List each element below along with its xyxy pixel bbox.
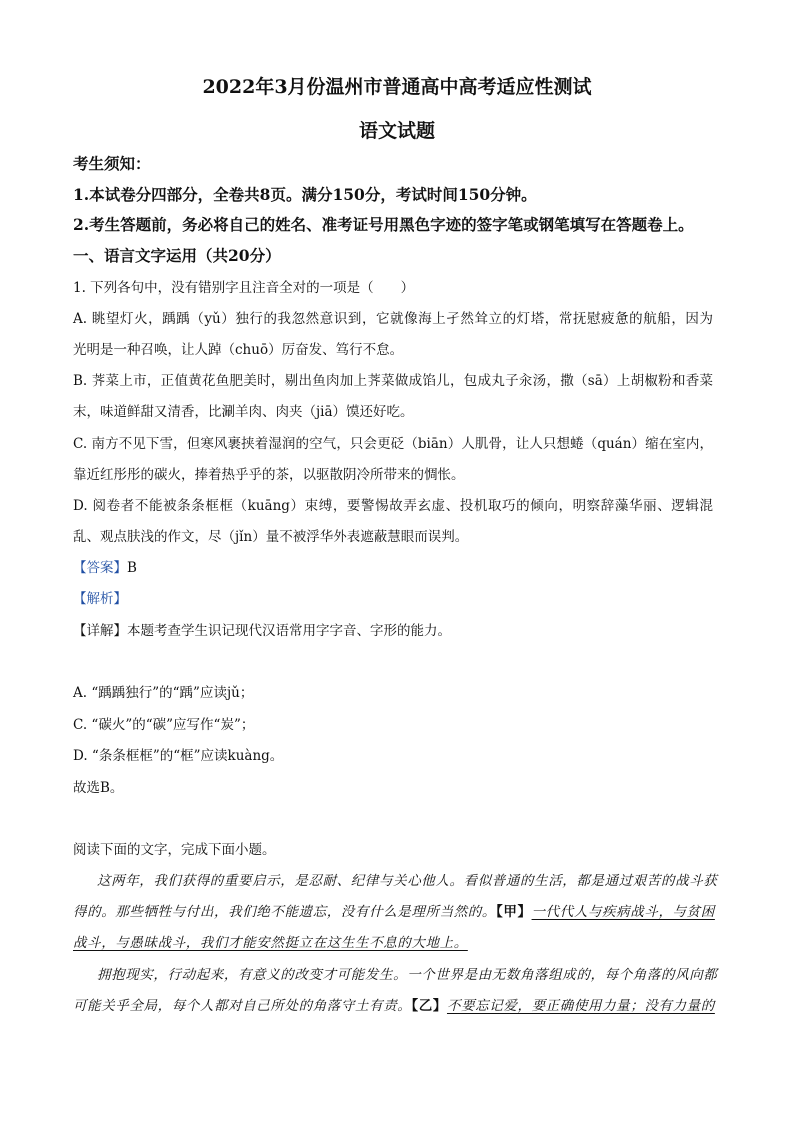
section-heading: 一、语言文字运用（共20分）	[73, 246, 281, 265]
conclusion: 故选B。	[73, 780, 124, 796]
analysis-note-d: D. “条条框框”的“框”应读kuàng。	[73, 748, 284, 764]
underlined-sentence-jia-1: 一代代人与疾病战斗，与贫困	[531, 904, 715, 920]
passage-p2-line-2	[73, 994, 715, 1014]
detail-tag: 【详解】	[73, 623, 127, 639]
option-d-line-1: D. 阅卷者不能被条条框框（kuāng）束缚，要警惕故弄玄虚、投机取巧的倾向，明察辞藻华丽、逻辑混	[73, 498, 713, 514]
option-a-line-1: A. 眺望灯火，踽踽（yǔ）独行的我忽然意识到，它就像海上孑然耸立的灯塔，常抚慰疲惫的航船，因为	[73, 311, 713, 327]
passage-p1-line-2	[73, 900, 715, 920]
passage-p1-line-1: 这两年，我们获得的重要启示，是忍耐、纪律与关心他人。看似普通的生活，都是通过艰苦的战斗获	[97, 873, 718, 889]
option-b-line-1: B. 荠菜上市，正值黄花鱼肥美时，剔出鱼肉加上荠菜做成馅儿，包成丸子汆汤，撒（sā）上胡椒粉和香菜	[73, 373, 713, 389]
marker-jia: 【甲】	[496, 904, 532, 920]
answer-line	[73, 556, 137, 576]
page-subtitle: 语文试题	[358, 120, 435, 142]
reading-instruction: 阅读下面的文字，完成下面小题。	[73, 842, 276, 858]
notice-item-2: 2.考生答题前，务必将自己的姓名、准考证号用黑色字迹的签字笔或钢笔填写在答题卷上。	[73, 215, 694, 234]
marker-yi: 【乙】	[411, 998, 447, 1014]
option-b-line-2: 末，味道鲜甜又清香，比涮羊肉、肉夹（jiā）馍还好吃。	[73, 404, 414, 420]
underlined-sentence-yi-1: 不要忘记爱，要正确使用力量；没有力量的	[446, 998, 715, 1014]
page-title: 2022年3月份温州市普通高中高考适应性测试	[202, 76, 592, 98]
detail-text: 本题考查学生识记现代汉语常用字字音、字形的能力。	[127, 623, 451, 639]
question-stem: 1. 下列各句中，没有错别字且注音全对的一项是（ ）	[73, 280, 415, 296]
option-d-line-2: 乱、观点肤浅的作文，尽（jǐn）量不被浮华外表遮蔽慧眼而误判。	[73, 529, 469, 545]
passage-p1-line-3: 战斗，与愚昧战斗，我们才能安然挺立在这生生不息的大地上。	[73, 935, 468, 951]
notice-item-1: 1.本试卷分四部分，全卷共8页。满分150分，考试时间150分钟。	[73, 185, 537, 204]
answer-tag: 【答案】	[73, 560, 127, 576]
detail-line	[73, 619, 451, 639]
analysis-note-c: C. “碳火”的“碳”应写作“炭”；	[73, 717, 255, 733]
passage-p1-text: 得的。那些牺牲与付出，我们绝不能遗忘，没有什么是理所当然的。	[73, 904, 496, 920]
analysis-tag: 【解析】	[73, 591, 127, 607]
analysis-note-a: A. “踽踽独行”的“踽”应读jǔ；	[73, 685, 254, 701]
passage-p2-text: 可能关乎全局，每个人都对自己所处的角落守土有责。	[73, 998, 412, 1014]
answer-value: B	[127, 560, 137, 576]
notice-heading: 考生须知：	[73, 154, 151, 173]
option-a-line-2: 光明是一种召唤，让人踔（chuō）厉奋发、笃行不怠。	[73, 342, 404, 358]
option-c-line-1: C. 南方不见下雪，但寒风裹挟着湿润的空气，只会更砭（biān）人肌骨，让人只想蜷（quán）缩在室内，	[73, 436, 713, 452]
passage-p2-line-1: 拥抱现实，行动起来，有意义的改变才可能发生。一个世界是由无数角落组成的，每个角落的风向都	[97, 967, 718, 983]
option-c-line-2: 靠近红彤彤的碳火，捧着热乎乎的茶，以驱散阴冷所带来的惆怅。	[73, 467, 465, 483]
